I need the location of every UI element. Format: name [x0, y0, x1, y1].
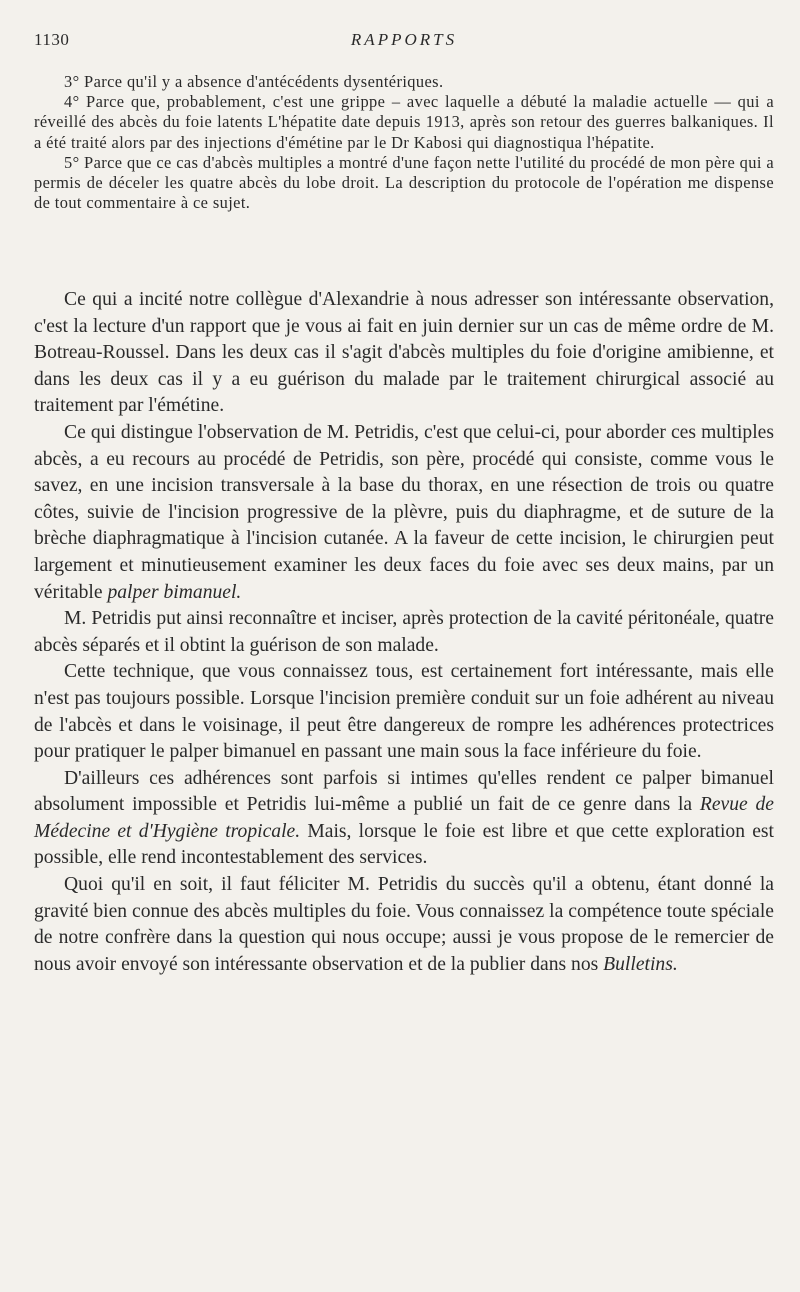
paragraph-6 — [34, 872, 774, 978]
paragraph-5-text-end: Mais, lorsque le foie est libre et que cette exploration est possible, elle rend incontestablement des services. — [34, 820, 774, 869]
paragraph-5 — [34, 766, 774, 872]
note-4: 4° Parce que, probablement, c'est une grippe – avec laquelle a débuté la maladie actuelle — qui a réveillé des abcès du foie latents L'hépatite date depuis 1913, après son retour des guerres balkaniques. Il a été traité alors par des injections d'émétine par le Dr Kabosi qui diagnostiqua l'hépatite. — [34, 92, 774, 152]
running-title: RAPPORTS — [350, 30, 458, 49]
paragraph-4: Cette technique, que vous connaissez tous, est certainement fort intéressante, mais elle n'est pas toujours possible. Lorsque l'incision première conduit sur un foie adhérent au niveau de l'abcès et dans le voisinage, il peut être dangereux de rompre les adhérences protectrices pour pratiquer le palper bimanuel en passant une main sous la face inférieure du foie. — [34, 661, 774, 763]
journal-title: Revue de Médecine et d'Hygiène tropicale. — [34, 794, 775, 842]
page-number: 1130 — [34, 30, 70, 49]
paragraph-5-text: D'ailleurs ces adhérences sont parfois si intimes qu'elles rendent ce palper bimanuel absolument impossible et Petridis lui-même a publié un fait de ce genre dans la — [34, 767, 774, 816]
note-5: 5° Parce que ce cas d'abcès multiples a montré d'une façon nette l'utilité du procédé de mon père qui a permis de déceler les quatre abcès du lobe droit. La description du protocole de l'opération me dispense de tout commentaire à ce sujet. — [34, 152, 774, 213]
paragraph-6-text: Quoi qu'il en soit, il faut féliciter M. Petridis du succès qu'il a obtenu, étant donné la gravité bien connue des abcès multiples du foie. Vous connaissez la compétence toute spéciale de notre confrère dans la question qui nous occupe; aussi je vous propose de le remercier de nous avoir envoyé son intéressante observation et de la publier dans nos — [34, 874, 774, 975]
paragraph-2-text: Ce qui distingue l'observation de M. Petridis, c'est que celui-ci, pour aborder ces multiples abcès, a eu recours au procédé de Petridis, son père, procédé qui consiste, comme vous le savez, en une incision transversale à la base du thorax, en une résection de trois ou quatre côtes, suivie de l'incision progressive de la plèvre, puis du diaphragme, et de suture de la brèche diaphragmatique à l'incision cutanée. A la faveur de cette incision, le chirurgien peut largement et minutieusement examiner les deux faces du foie avec ses deux mains, par un véritable — [34, 421, 774, 603]
note-3: 3° Parce qu'il y a absence d'antécédents dysentériques. — [64, 72, 444, 91]
paragraph-2 — [34, 420, 774, 606]
numbered-notes — [34, 72, 774, 213]
paragraph-3: M. Petridis put ainsi reconnaître et inciser, après protection de la cavité péritonéale, quatre abcès séparés et il obtint la guérison de son malade. — [34, 608, 774, 656]
page-header — [34, 30, 774, 54]
bulletins-title: Bulletins. — [603, 953, 678, 975]
report-body — [34, 287, 774, 978]
paragraph-2-italic: palper bimanuel. — [107, 581, 242, 603]
paragraph-1: Ce qui a incité notre collègue d'Alexandrie à nous adresser son intéressante observation, c'est la lecture d'un rapport que je vous ai fait en juin dernier sur un cas de même ordre de M. Botreau-Roussel. Dans les deux cas il s'agit d'abcès multiples du foie d'origine amibienne, et dans les deux cas il y a eu guérison du malade par le traitement chirurgical associé au traitement par l'émétine. — [34, 289, 774, 417]
